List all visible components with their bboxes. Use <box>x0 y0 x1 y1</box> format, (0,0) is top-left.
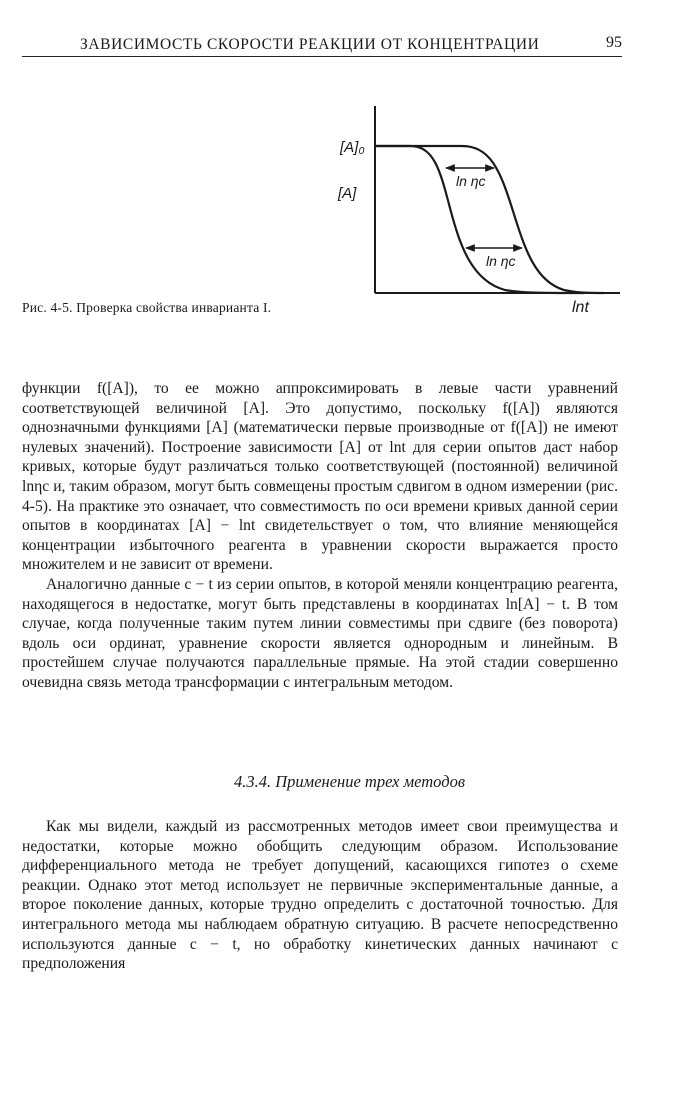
figure-4-5 <box>322 98 632 328</box>
paragraph-3: Как мы видели, каждый из рассмотренных методов имеет свои преимущества и недостатки, которые можно обобщить следующим образом. Использование дифференциального метода не требует допущений, касающихся гипотез о схеме реакции. Однако этот метод использует не первичные экспериментальные данные, а второе поколение данных, которые трудно определить с достаточной точностью. Для интегрального метода мы наблюдаем обратную ситуацию. В расчете непосредственно используются данные c − t, но обработку кинетических данных начинают с предположения <box>22 818 618 973</box>
running-header <box>22 34 622 57</box>
header-title: ЗАВИСИМОСТЬ СКОРОСТИ РЕАКЦИИ ОТ КОНЦЕНТРАЦИИ <box>80 36 540 53</box>
y-label: [A] <box>338 185 357 202</box>
y-label-top: [A]₀ <box>340 139 365 156</box>
figure-caption: Рис. 4-5. Проверка свойства инварианта I. <box>22 300 272 315</box>
figure-plot <box>322 98 632 328</box>
page-number: 95 <box>606 34 622 51</box>
arrow-label-lower: ln ηc <box>486 253 516 269</box>
x-label: lnt <box>572 299 589 316</box>
text-block-2 <box>22 817 618 974</box>
arrow-label-upper: ln ηc <box>456 173 486 189</box>
section-heading: 4.3.4. Применение трех методов <box>234 772 465 791</box>
paragraph-2: Аналогично данные c − t из серии опытов, в которой меняли концентрацию реагента, находящегося в недостатке, могут быть представлены в координатах ln[A] − t. В том случае, когда полученные таким путем линии совместимы при сдвиге (без поворота) вдоль оси ординат, уравнение скорости является однородным и линейным. В простейшем случае получаются параллельные прямые. На этой стадии совершенно очевидна связь метода трансформации с интегральным методом. <box>22 575 618 691</box>
paragraph-1: функции f([A]), то ее можно аппроксимировать в левые части уравнений соответствующей величиной [A]. Это допустимо, поскольку f([A]) являются однозначными функциями [A] (математически первые производные от f([A]) не имеют нулевых значений). Построение зависимости [A] от lnt для серии опытов даст набор кривых, которые будут различаться только соответствующей (постоянной) величиной lnηc и, таким образом, могут быть совмещены простым сдвигом в одном измерении (рис. 4-5). На практике это означает, что совместимость по оси времени кривых данной серии опытов в координатах [A] − lnt свидетельствует о том, что влияние меняющейся концентрации избыточного реагента в уравнении скорости выражается просто множителем и не зависит от времени. <box>22 380 618 574</box>
text-block-1 <box>22 379 618 693</box>
